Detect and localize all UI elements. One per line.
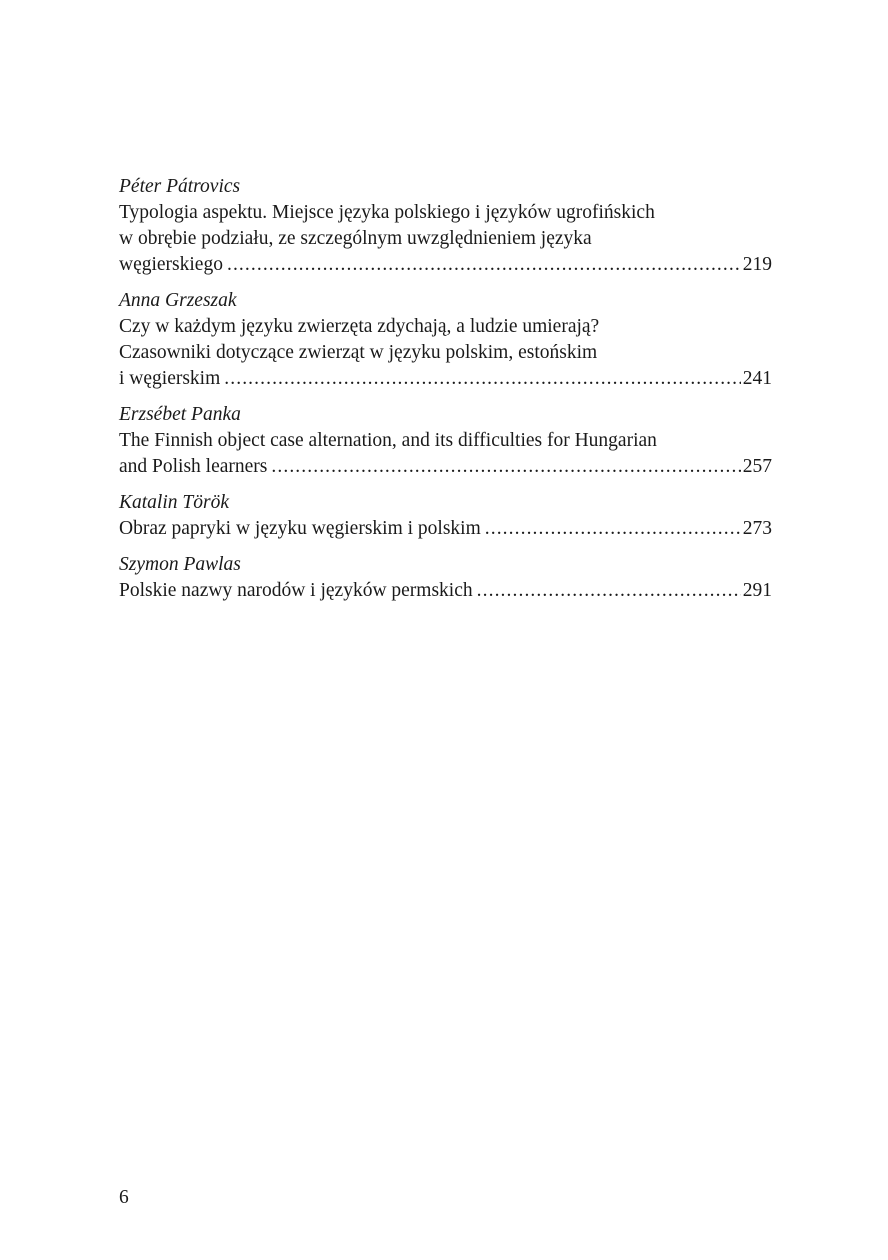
entry-title-text: Obraz papryki w języku węgierskim i polskim	[119, 518, 481, 539]
entry-title-last-line	[119, 366, 772, 392]
entry-title-text: węgierskiego	[119, 254, 223, 275]
entry-title-last-line	[119, 252, 772, 278]
entry-author: Péter Pátrovics	[119, 176, 241, 197]
page-number: 6	[119, 1187, 129, 1208]
entry-title-text: i węgierskim	[119, 368, 221, 389]
entry-title-line: Czy w każdym języku zwierzęta zdychają, a ludzie umierają?	[119, 316, 600, 337]
toc-entry[interactable]	[119, 552, 772, 604]
entry-page-number: 291	[742, 580, 772, 601]
entry-title-text: Polskie nazwy narodów i języków permskich	[119, 580, 473, 601]
entry-author: Szymon Pawlas	[119, 554, 241, 575]
entry-page-number: 241	[742, 368, 772, 389]
dot-leader	[271, 454, 740, 480]
table-of-contents	[119, 174, 772, 614]
entry-author: Katalin Török	[119, 492, 229, 513]
entry-title-last-line	[119, 516, 772, 542]
entry-author: Anna Grzeszak	[119, 290, 237, 311]
entry-author: Erzsébet Panka	[119, 404, 241, 425]
dot-leader	[227, 252, 741, 278]
toc-entry[interactable]	[119, 288, 772, 392]
entry-title-last-line	[119, 578, 772, 604]
toc-entry[interactable]	[119, 174, 772, 278]
entry-title-line: Typologia aspektu. Miejsce języka polskiego i języków ugrofińskich	[119, 202, 655, 223]
entry-title-text: and Polish learners	[119, 456, 268, 477]
dot-leader	[477, 578, 741, 604]
entry-page-number: 257	[742, 456, 772, 477]
dot-leader	[485, 516, 741, 542]
entry-title-last-line	[119, 454, 772, 480]
entry-title-line: w obrębie podziału, ze szczególnym uwzględnieniem języka	[119, 228, 592, 249]
entry-title-line: The Finnish object case alternation, and its difficulties for Hungarian	[119, 430, 657, 451]
toc-entry[interactable]	[119, 402, 772, 480]
entry-page-number: 219	[742, 254, 772, 275]
entry-page-number: 273	[742, 518, 772, 539]
entry-title-line: Czasowniki dotyczące zwierząt w języku polskim, estońskim	[119, 342, 598, 363]
toc-entry[interactable]	[119, 490, 772, 542]
dot-leader	[224, 366, 740, 392]
